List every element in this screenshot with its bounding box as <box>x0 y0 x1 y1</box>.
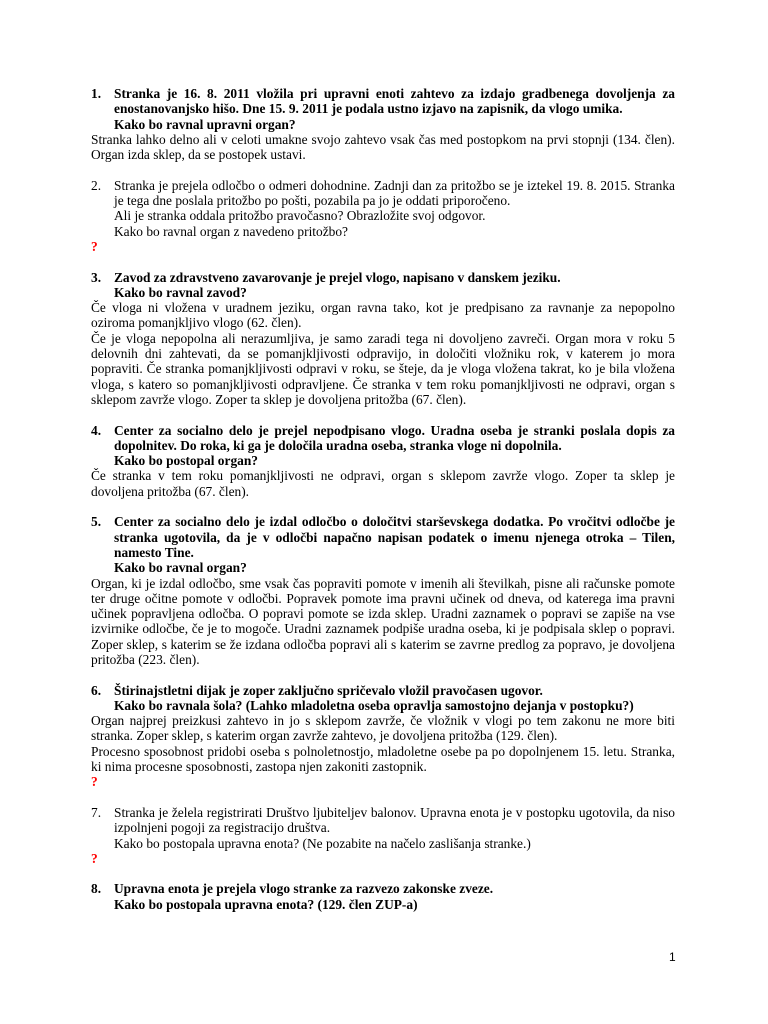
answer-6a: Organ najprej preizkusi zahtevo in jo s sklepom zavrže, če vložnik v vlogi po tem zakonu ne more biti stranka. Zoper sklep, s katerim organ zavrže zahtevo, je dovoljena pritožba (129. člen). <box>91 713 675 744</box>
question-ask: Kako bo ravnal organ? <box>114 560 247 576</box>
question-5 <box>91 514 675 575</box>
answer-6b: Procesno sposobnost pridobi oseba s polnoletnostjo, mladoletne osebe pa po dopolnjenem 15. letu. Stranka, ki nima procesne sposobnosti, zastopa njen zakoniti zastopnik. <box>91 743 675 775</box>
question-text: Center za socialno delo je prejel nepodpisano vlogo. Uradna oseba je stranki poslala dopis za dopolnitev. Do roka, ki ga je določila uradna oseba, stranka vloge ni dopolnila. <box>114 422 675 453</box>
question-number: 5. <box>91 514 102 530</box>
question-text: Center za socialno delo je izdal odločbo o določitvi starševskega dodatka. Po vročitvi odločbe je stranka ugotovila, da je v odločbi napačno napisan podatek o imenu njenega otroka – Tilen, namesto Tine. <box>114 514 675 560</box>
question-text: Stranka je želela registrirati Društvo ljubiteljev balonov. Upravna enota je v postopku ugotovila, da niso izpolnjeni pogoji za registracijo društva. <box>114 804 675 836</box>
question-ask: Kako bo postopal organ? <box>114 453 258 469</box>
question-6 <box>91 683 675 714</box>
answer-5: Organ, ki je izdal odločbo, sme vsak čas popraviti pomote v imenih ali številkah, pisne ali računske pomote ter druge očitne pomote v odločbi. Popravek pomote ima pravni učinek od dneva, od katerega ima pravni učinek popravljena odločba. O popravi pomote se izda sklep. Uradni zaznamek o popravi se zapiše na vse izvirnike odločbe, če je to mogoče. Uradni zaznamek podpiše uradna oseba, ki je podpisala sklep o popravi. Zoper sklep, s katerim se že izdana odločba popravi ali s katerim se zavrne predlog za popravo, je dovoljena pritožba (223. člen). <box>91 575 675 667</box>
question-7 <box>91 805 675 851</box>
question-number: 2. <box>91 177 102 193</box>
question-number: 1. <box>91 86 102 101</box>
answer-3b: Če je vloga nepopolna ali nerazumljiva, je samo zaradi tega ni dovoljeno zavreči. Organ mora v roku 5 delovnih dni zahtevati, da se pomanjkljivosti odpravijo, in določiti vložniku rok, v katerem jo mora popraviti. Če stranka pomanjkljivosti odpravi v roku, se šteje, da je vloga vložena takrat, ko je bila vložena vloga, s katero so pomanjkljivosti odpravljene. Če stranka v tem roku pomanjkljivosti ne odpravi, organ s sklepom zavrže vlogo. Zoper ta sklep je dovoljena pritožba (67. člen). <box>91 330 675 407</box>
question-text: Štirinajstletni dijak je zoper zaključno spričevalo vložil pravočasen ugovor. <box>114 682 543 698</box>
answer-1: Stranka lahko delno ali v celoti umakne svojo zahtevo vsak čas med postopkom na prvi stopnji (134. člen). Organ izda sklep, da se postopek ustavi. <box>91 131 675 163</box>
page-number: 1 <box>669 950 676 964</box>
question-ask: Kako bo ravnal upravni organ? <box>114 116 296 132</box>
question-text: Upravna enota je prejela vlogo stranke za razvezo zakonske zveze. <box>114 881 494 897</box>
question-ask: Kako bo postopala upravna enota? (Ne pozabite na načelo zaslišanja stranke.) <box>114 835 531 851</box>
answer-4: Če stranka v tem roku pomanjkljivosti ne odpravi, organ s sklepom zavrže vlogo. Zoper ta sklep je dovoljena pritožba (67. člen). <box>91 468 675 499</box>
question-ask: Kako bo ravnal organ z navedeno pritožbo? <box>114 223 349 239</box>
question-3 <box>91 270 675 301</box>
document-body <box>91 86 675 912</box>
question-number: 4. <box>91 422 102 438</box>
question-text: Zavod za zdravstveno zavarovanje je prejel vlogo, napisano v danskem jeziku. <box>114 269 561 285</box>
question-ask: Kako bo ravnal zavod? <box>114 284 247 300</box>
question-8 <box>91 881 675 912</box>
question-number: 8. <box>91 881 102 897</box>
question-number: 3. <box>91 269 102 285</box>
question-4 <box>91 423 675 469</box>
answer-3a: Če vloga ni vložena v uradnem jeziku, organ ravna tako, kot je predpisano za ravnanje za nepopolno oziroma pomanjkljivo vlogo (62. člen). <box>91 300 675 331</box>
question-text: Stranka je 16. 8. 2011 vložila pri upravni enoti zahtevo za izdajo gradbenega dovoljenja za enostanovanjsko hišo. Dne 15. 9. 2011 je podala ustno izjavo na zapisnik, da vlogo umika. <box>114 86 675 117</box>
question-2 <box>91 178 675 239</box>
question-number: 7. <box>91 804 102 820</box>
question-ask: Ali je stranka oddala pritožbo pravočasno? Obrazložite svoj odgovor. <box>114 208 486 224</box>
question-text: Stranka je prejela odločbo o odmeri dohodnine. Zadnji dan za pritožbo se je iztekel 19. 8. 2015. Stranka je tega dne poslala pritožbo po pošti, pozabila pa jo je oddati priporočeno. <box>114 177 675 209</box>
unanswered-mark: ? <box>91 238 98 254</box>
question-ask: Kako bo postopala upravna enota? (129. člen ZUP-a) <box>114 896 418 912</box>
question-ask: Kako bo ravnala šola? (Lahko mladoletna oseba opravlja samostojno dejanja v postopku?) <box>114 697 634 713</box>
unanswered-mark: ? <box>91 774 98 790</box>
unanswered-mark: ? <box>91 850 98 866</box>
question-number: 6. <box>91 682 102 698</box>
question-1 <box>91 86 675 132</box>
